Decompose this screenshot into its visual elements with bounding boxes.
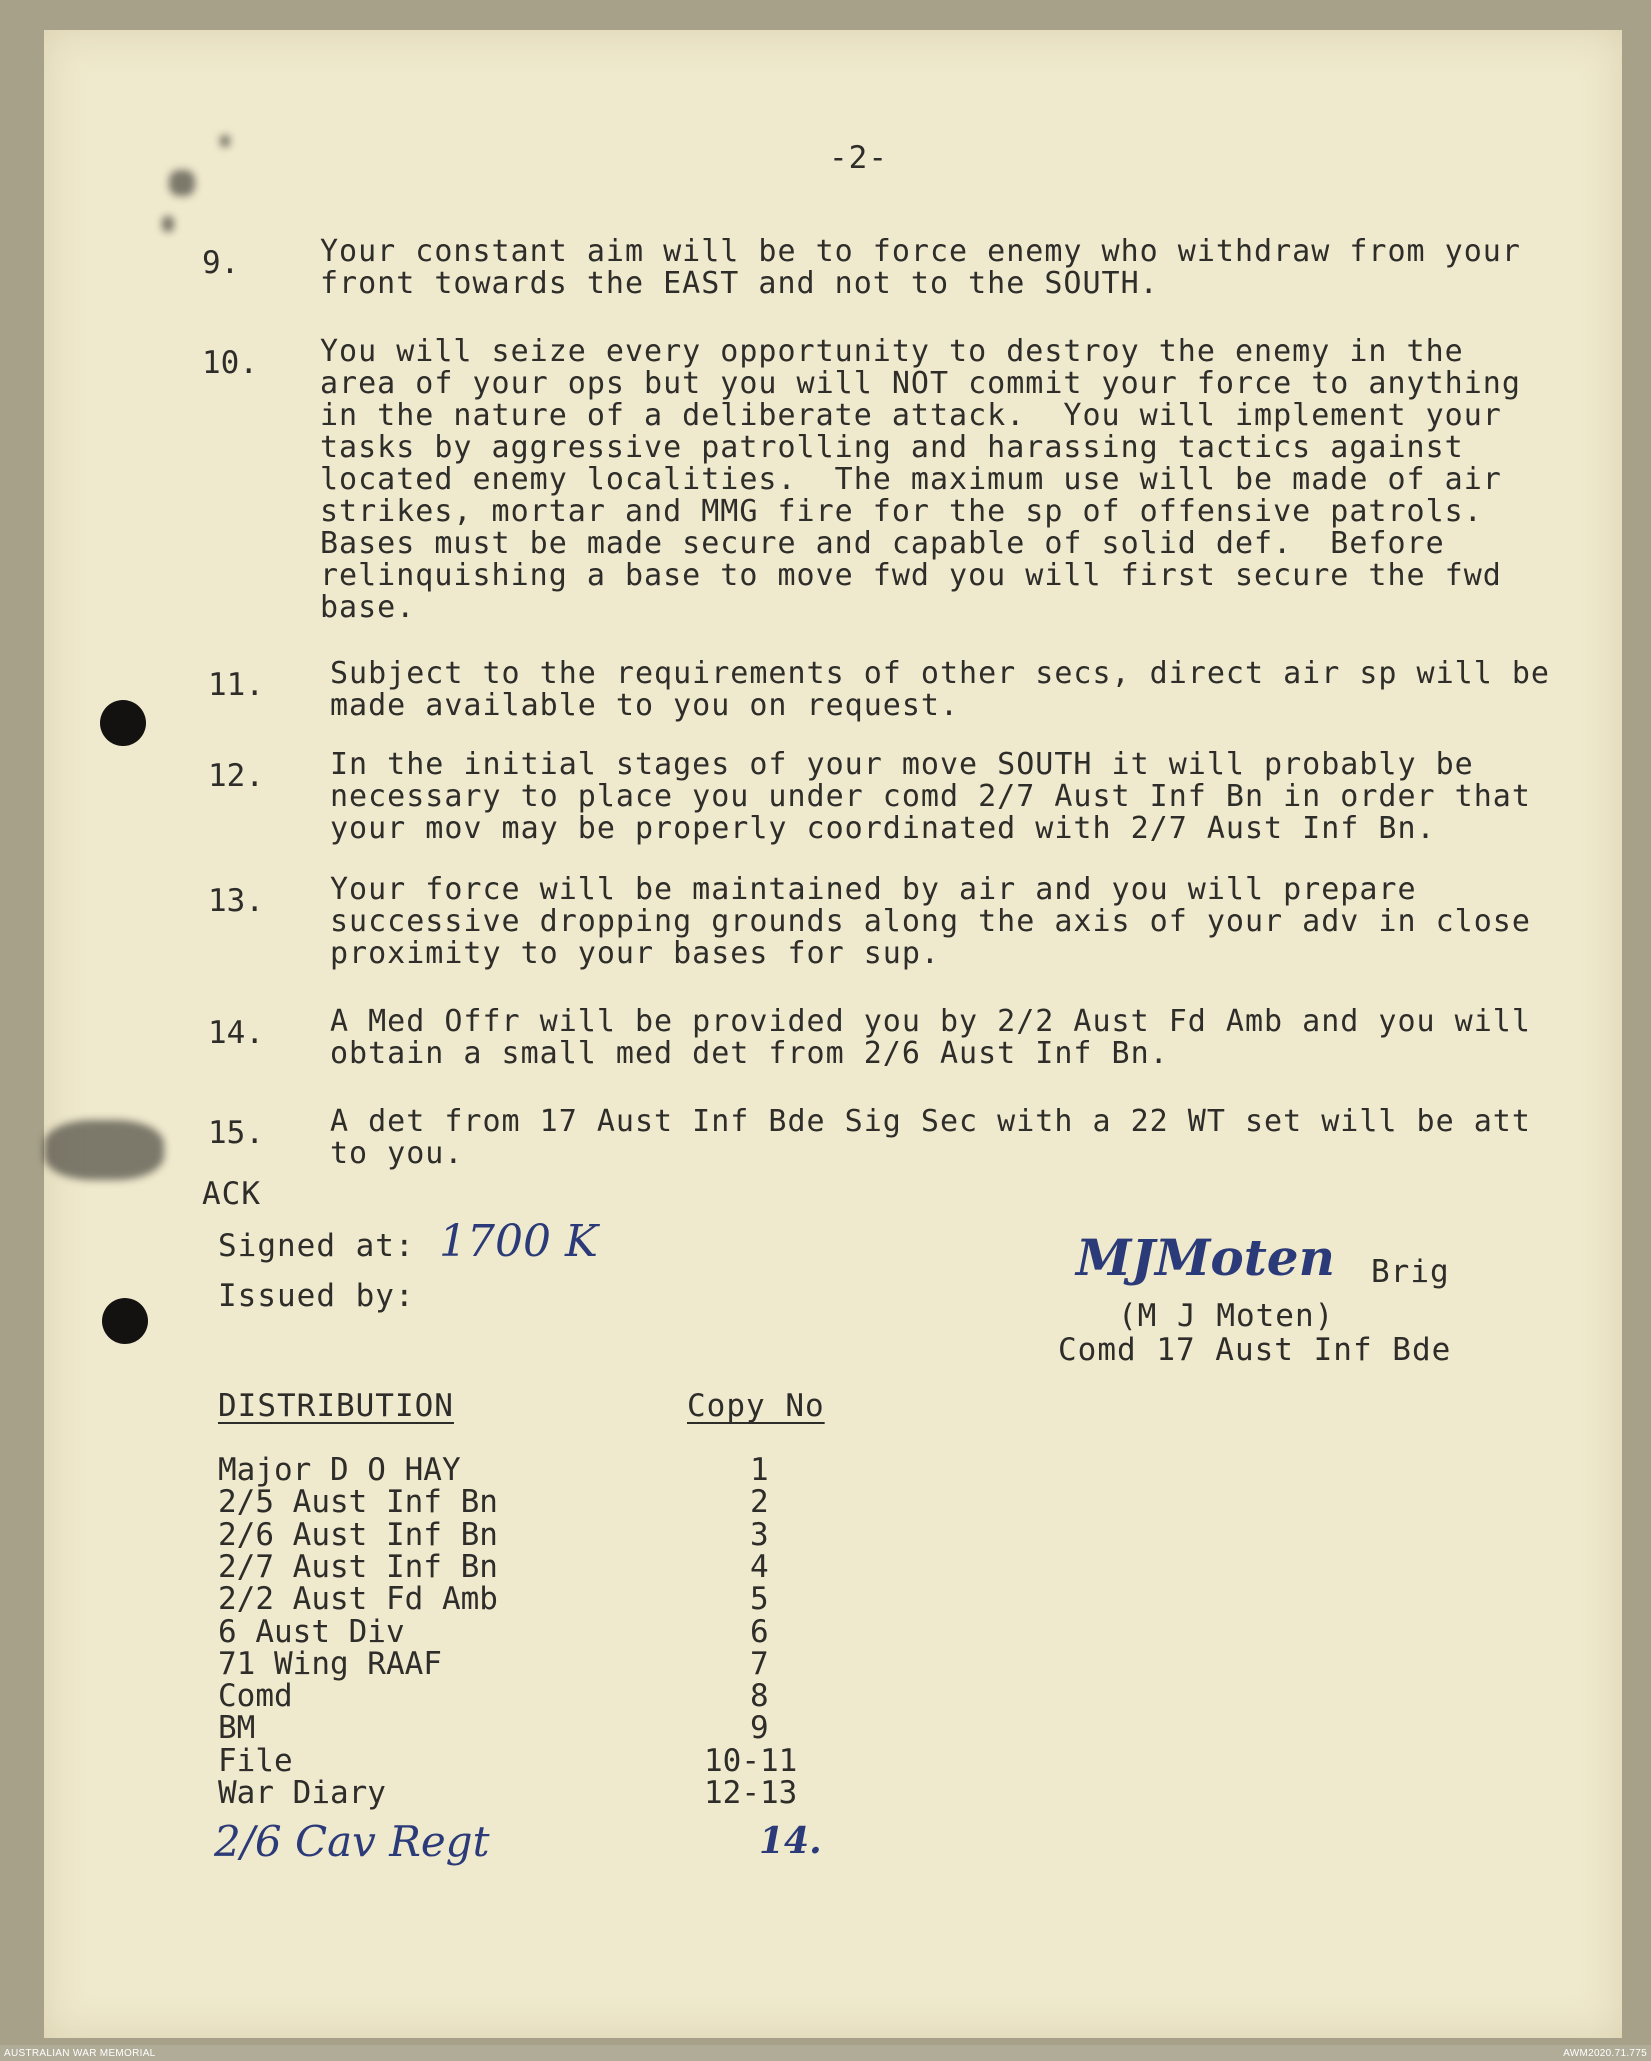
paragraph-number: 15. bbox=[208, 1115, 264, 1151]
paragraph-line: front towards the EAST and not to the SOUTH. bbox=[320, 266, 1159, 301]
paragraph-line: tasks by aggressive patrolling and harassing tactics against bbox=[320, 430, 1464, 465]
distribution-recipient: Major D O HAY bbox=[218, 1452, 461, 1488]
paragraph-number: 12. bbox=[208, 758, 264, 794]
distribution-copy-no: 6 bbox=[750, 1613, 769, 1650]
distribution-recipient: War Diary bbox=[218, 1775, 386, 1811]
paragraph-line: in the nature of a deliberate attack. You will implement your bbox=[320, 398, 1502, 433]
distribution-copy-no: 4 bbox=[750, 1548, 769, 1585]
paragraph-line: Bases must be made secure and capable of solid def. Before bbox=[320, 526, 1445, 561]
paragraph-number: 14. bbox=[208, 1015, 264, 1051]
distribution-copy-no: 3 bbox=[750, 1516, 769, 1553]
distribution-recipient: 2/5 Aust Inf Bn bbox=[218, 1484, 498, 1521]
paragraph-line: A det from 17 Aust Inf Bde Sig Sec with a 22 WT set will be att bbox=[330, 1104, 1531, 1139]
paragraph-number: 10. bbox=[202, 345, 258, 381]
distribution-copy-no: 5 bbox=[750, 1581, 769, 1618]
paragraph-line: A Med Offr will be provided you by 2/2 Aust Fd Amb and you will bbox=[330, 1004, 1531, 1039]
paragraph-line: located enemy localities. The maximum use will be made of air bbox=[320, 462, 1502, 497]
paragraph-line: Subject to the requirements of other secs, direct air sp will be bbox=[330, 656, 1550, 691]
footer-catalogue-id: AWM2020.71.775 bbox=[1563, 2048, 1647, 2059]
ink-speck-3 bbox=[220, 135, 230, 147]
handwritten-copy-no: 14. bbox=[759, 1820, 822, 1862]
signature-handwriting: MJMoten bbox=[1076, 1228, 1335, 1287]
paragraph-line: made available to you on request. bbox=[330, 688, 960, 723]
ack-label: ACK bbox=[202, 1176, 261, 1212]
paragraph-line: your mov may be properly coordinated with 2/7 Aust Inf Bn. bbox=[330, 811, 1436, 846]
distribution-copy-no: 9 bbox=[750, 1710, 769, 1747]
distribution-copy-no: 12-13 bbox=[704, 1775, 798, 1811]
paragraph-line: necessary to place you under comd 2/7 Aust Inf Bn in order that bbox=[330, 779, 1531, 814]
punch-hole-top bbox=[100, 700, 146, 746]
signed-at-handwriting: 1700 K bbox=[439, 1216, 598, 1267]
ink-speck-2 bbox=[162, 216, 174, 232]
page-number: -2- bbox=[829, 140, 888, 176]
distribution-recipient: Comd bbox=[218, 1678, 293, 1715]
distribution-recipient: 2/6 Aust Inf Bn bbox=[218, 1516, 498, 1553]
paragraph-line: area of your ops but you will NOT commit your force to anything bbox=[320, 366, 1521, 401]
paragraph-line: base. bbox=[320, 590, 416, 625]
paragraph-line: strikes, mortar and MMG fire for the sp of offensive patrols. bbox=[320, 494, 1483, 529]
issued-by-label: Issued by: bbox=[218, 1278, 415, 1314]
handwritten-recipient: 2/6 Cav Regt bbox=[214, 1817, 490, 1866]
footer-credit: AUSTRALIAN WAR MEMORIAL bbox=[4, 2048, 156, 2059]
distribution-copy-no: 2 bbox=[750, 1484, 769, 1521]
signature-title: Comd 17 Aust Inf Bde bbox=[1058, 1332, 1452, 1368]
signed-at-label: Signed at: bbox=[218, 1228, 415, 1264]
paragraph-line: Your force will be maintained by air and you will prepare bbox=[330, 872, 1417, 907]
signature-name: (M J Moten) bbox=[1118, 1298, 1335, 1334]
distribution-copy-no: 7 bbox=[750, 1645, 769, 1682]
paragraph-number: 13. bbox=[208, 883, 264, 919]
distribution-recipient: 2/2 Aust Fd Amb bbox=[218, 1581, 498, 1618]
ink-speck bbox=[169, 170, 195, 196]
paragraph-line: to you. bbox=[330, 1136, 464, 1171]
paragraph-line: Your constant aim will be to force enemy who withdraw from your bbox=[320, 234, 1521, 269]
paragraph-line: proximity to your bases for sup. bbox=[330, 936, 940, 971]
document-page bbox=[44, 30, 1622, 2038]
paragraph-line: You will seize every opportunity to destroy the enemy in the bbox=[320, 334, 1464, 369]
paragraph-number: 11. bbox=[208, 667, 264, 703]
paragraph-line: relinquishing a base to move fwd you will first secure the fwd bbox=[320, 558, 1502, 593]
distribution-recipient: 71 Wing RAAF bbox=[218, 1645, 442, 1682]
paragraph-line: In the initial stages of your move SOUTH it will probably be bbox=[330, 747, 1474, 782]
distribution-copy-no: 1 bbox=[750, 1452, 769, 1488]
distribution-header: DISTRIBUTION bbox=[218, 1388, 454, 1424]
copy-no-header: Copy No bbox=[687, 1388, 825, 1424]
distribution-recipient: BM bbox=[218, 1710, 256, 1747]
distribution-recipient: 6 Aust Div bbox=[218, 1613, 405, 1650]
paragraph-number: 9. bbox=[202, 245, 240, 281]
paragraph-line: obtain a small med det from 2/6 Aust Inf Bn. bbox=[330, 1036, 1169, 1071]
distribution-copy-no: 8 bbox=[750, 1678, 769, 1715]
ink-smudge bbox=[44, 1120, 164, 1180]
distribution-recipient: 2/7 Aust Inf Bn bbox=[218, 1548, 498, 1585]
distribution-copy-no: 10-11 bbox=[704, 1742, 798, 1779]
signature-rank: Brig bbox=[1371, 1254, 1450, 1290]
paragraph-line: successive dropping grounds along the axis of your adv in close bbox=[330, 904, 1531, 939]
distribution-recipient: File bbox=[218, 1742, 293, 1779]
punch-hole-bottom bbox=[102, 1298, 148, 1344]
